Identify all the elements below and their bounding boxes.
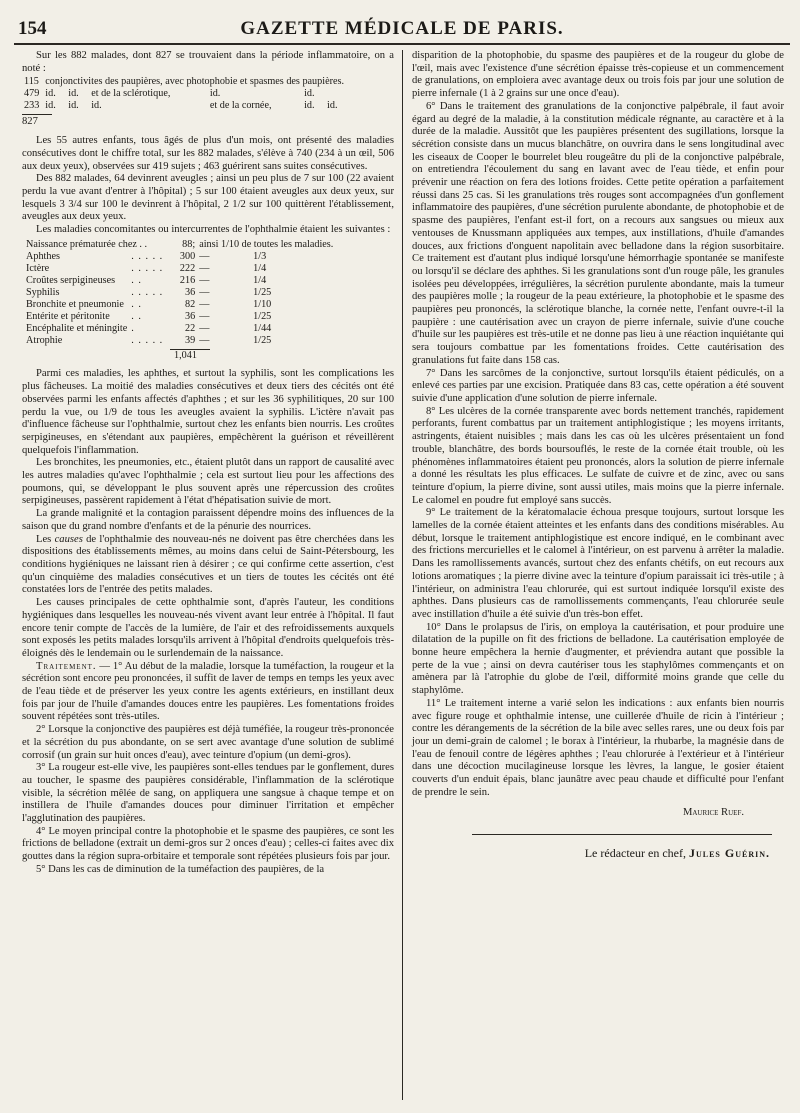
disease-label: Bronchite et pneumonie — [26, 298, 124, 310]
paragraph: 6° Dans le traitement des granulations de la conjonctive palpébrale, il faut avoir égard au degré de la maladie, à la constitution médicale régnante, au caractère et à la durée de la maladie. Aussitôt que les paupières présentent des sugillations, lorsque la sécrétion consiste dans un mucus blanchâtre, on ouvrira dans le sens longitudinal avec les ciseaux de Cooper le bourrelet bleu rougeâtre du pli de la conjonctive palpébrale, on entretiendra l'écoulement du sang en lavant avec de l'eau tiède, et enfin pour prévenir une réaction on fera des lotions froides. Cette petite opération a parfaitement réussi dans 25 cas. Si les granulations très rouges sont accompagnées d'un gonflement inflammatoire des paupières, d'une sécrétion purulente abondante, de photophobie et de spasme des paupières, l'enfant est-il fort, on a recours aux sangsues ou mieux aux ventouses de Knussmann appliquées aux tempes, aux instillations, d'huile d'amandes douces, aux frictions d'onguent napolitain avec belladone dans la région susorbitaire. Ce traitement est d'autant plus indiqué lorsqu'une hémorrhagie spontanée se manifeste ou lorsqu'il se déclare des aphthes. Si les granulations sont d'un rouge pâle, les granules isolées peu développées, irrégulières, la sécrétion purulente abondante, mais la tumeur des paupières molle ; la rougeur de la peau extérieure, la photophobie et le spasme des paupières peu prononcés, la sclérotique blanche, la cornée nette, l'enfant ouvre-t-il la paupière : une cautérisation avec un crayon de pierre infernale, suivie d'une couche d'huile sur les paupières est très-utile et ne donne pas lieu à une réaction inquiétante qui sera toujours combattue par les fomentations froides. Cette cautérisation des granulations fut faite dans 158 cas. — [412, 100, 784, 366]
table-row: Atrophie . . . . . 39 — 1/25 — [26, 335, 337, 347]
editor-rule — [472, 834, 772, 835]
diseases-total: 1,041 — [174, 349, 197, 361]
table-cell: conjonctivites des paupières, avec photophobie et spasmes des paupières. — [45, 76, 345, 88]
paragraph: Les bronchites, les pneumonies, etc., étaient plutôt dans un rapport de causalité avec les autres maladies qu'avec l'ophthalmie ; cela est surtout lieu pour les affections des poumons, qui, se développant le plus souvent après une répercussion des croûtes serpigineuses, passèrent rapidement à l'état d'hépatisation suivie de mort. — [22, 457, 394, 507]
disease-label: Aphthes — [26, 250, 60, 262]
disease-label: Croûtes serpigineuses — [26, 274, 116, 286]
disease-count: 36 — [185, 310, 196, 322]
disease-count: 39 — [185, 334, 196, 346]
journal-title: GAZETTE MÉDICALE DE PARIS. — [240, 18, 564, 39]
disease-dash: — — [199, 310, 210, 322]
author-signature: Maurice Ruef. — [682, 807, 744, 819]
disease-count: 300 — [179, 250, 196, 262]
paragraph: Les causes principales de cette ophthalmie sont, d'après l'auteur, les conditions hygiéniques dans lesquelles les nouveau-nés vivent avant leur entrée à l'hôpital. Il faut encore tenir compte de l'accès de la lumière, de l'air et des refroidissements auxquels sont exposés les petits malades lorsqu'ils arrivent à l'hôpital d'endroits quelquefois très-éloignés dès le lendemain ou le surlendemain de la naissance. — [22, 597, 394, 659]
table-row — [24, 88, 350, 100]
table-cell: id. — [91, 100, 102, 112]
disease-label: Encéphalite et méningite — [26, 322, 128, 334]
disease-ratio: 1/3 — [253, 250, 267, 262]
disease-label: Atrophie — [26, 334, 63, 346]
paragraph: Sur les 882 malades, dont 827 se trouvaient dans la période inflammatoire, on a noté : — [22, 50, 394, 74]
right-column — [412, 50, 784, 860]
table-cell: id. — [209, 88, 221, 100]
table-cell: id. — [68, 100, 79, 112]
table-row — [24, 76, 350, 88]
table-cell: et de la cornée, — [209, 100, 272, 112]
disease-count: 22 — [185, 322, 196, 334]
table-cell: id. — [45, 88, 56, 100]
paragraph: 10° Dans le prolapsus de l'iris, on employa la cautérisation, et pour produire une dilatation de la pupille on fit des frictions de belladone. La cautérisation employée de bonne heure empêchera la hernie d'augmenter, et préviendra autant que possible la perte de la vue ; ainsi on devra cautériser tous les staphylômes commençants et on amènera par là l'atrophie du globe de l'œil, difformité moins grande que celle du staphylôme. — [412, 621, 784, 697]
concomitant-diseases-table — [26, 239, 337, 347]
disease-count: 88; — [182, 238, 196, 250]
column-divider — [402, 50, 403, 1100]
table-cell: et de la sclérotique, — [91, 88, 171, 100]
table-cell: id. — [45, 100, 56, 112]
paragraph: 11° Le traitement interne a varié selon les indications : aux enfants bien nourris avec figure rouge et ophthalmie intense, une cuillerée d'huile de ricin à l'intérieur ; contre les dérangements de la sécrétion de la bile avec selles rares, une ou deux fois par jour un demi-grain de calomel ; le borax à l'intérieur, la rhubarbe, la magnésie dans de l'eau de fenouil contre de légères aphthes ; l'eau chlorurée à l'extérieur et à l'intérieur dans une décoction mucilagineuse lorsque les lèvres, la langue, le gosier étaient couverts d'un enduit épais, blanc jaunâtre avec peau chaude et difficulté pour l'enfant de prendre le sein. — [412, 697, 784, 798]
disease-ratio: 1/44 — [253, 322, 272, 334]
emphasis: causes — [54, 533, 83, 545]
disease-ratio: 1/25 — [253, 334, 272, 346]
header-rule — [14, 43, 790, 45]
text-run: de l'ophthalmie des nouveau-nés ne doivent pas être cherchées dans les dispositions des établissements mêmes, au moins dans celui de Saint-Pétersbourg, les conditions hygiéniques ne laissant rien à désirer ; ce qui confirme cette assertion, c'est qu'un cinquième des maladies consécutives et un tiers de toutes les cécités ont été constatées lors de l'entrée des petits malades. — [22, 533, 394, 596]
disease-dash: — — [199, 250, 210, 262]
disease-count: 222 — [179, 262, 196, 274]
editor-name: Jules Guérin. — [688, 846, 770, 861]
disease-ratio: 1/25 — [253, 310, 272, 322]
disease-dash: — — [199, 322, 210, 334]
table-row: Encéphalite et méningite . 22 — 1/44 — [26, 323, 337, 335]
paragraph: 2° Lorsque la conjonctive des paupières est déjà tuméfiée, la rougeur très-prononcée et la sécrétion du pus abondante, on se sert avec avantage d'une solution de sublimé corrosif (un grain sur huit onces d'eau), avec teinture d'opium (un demi-gros). — [22, 724, 394, 761]
disease-ratio: 1/4 — [253, 274, 267, 286]
table-cell: 479 — [24, 88, 40, 100]
table-cell: id. — [304, 100, 315, 112]
editor-prefix: Le rédacteur en chef, — [584, 846, 689, 861]
table-cell: id. — [68, 88, 79, 100]
disease-label: Entérite et péritonite — [26, 310, 110, 322]
paragraph: Les maladies concomitantes ou intercurrentes de l'ophthalmie étaient les suivantes : — [36, 224, 391, 236]
table-row: Bronchite et pneumonie . . 82 — 1/10 — [26, 299, 337, 311]
editor-line — [412, 847, 784, 860]
disease-ratio: 1/25 — [253, 286, 272, 298]
disease-dash: — — [199, 298, 210, 310]
page-header — [14, 16, 790, 46]
left-column — [22, 50, 394, 877]
table-row — [26, 239, 337, 251]
disease-dash: — — [199, 274, 210, 286]
table-row: Entérite et péritonite . . 36 — 1/25 — [26, 311, 337, 323]
paragraph: 3° La rougeur est-elle vive, les paupières sont-elles tendues par le gonflement, dures au toucher, le spasme des paupières considérable, l'inflammation de la sclérotique visible, la sécrétion mêlée de sang, on appliquera une sangsue à chaque tempe et on instillera de l'huile d'amandes douces pour diminuer l'irritation et empêcher l'agglutination des paupières. — [22, 762, 394, 825]
paragraph: 5° Dans les cas de diminution de la tuméfaction des paupières, de la — [36, 863, 325, 875]
disease-dash: — — [199, 262, 210, 274]
paragraph: 9° Le traitement de la kératomalacie échoua presque toujours, surtout lorsque les lamelles de la cornée étaient atteintes et les enfants dans des conditions misérables. Au début, lorsque le traitement antiphlogistique est encore indiqué, en le combinant avec des frictions mercurielles et le calomel à l'intérieur, on est parvenu à arrêter la maladie. Dans les ramollissements avancés, surtout chez des enfants chétifs, on eut recours aux lotions aromatiques ; la pierre divine avec la teinture d'opium paraissait ici très-utile ; à l'intérieur, on administra l'eau chlorurée, qui est surtout indiquée lorsqu'il existe des aphthes. Dans plusieurs cas de ramollissements commençants, l'eau chlorurée seule avec instillation d'huile a été suivie d'un très-bon effet. — [412, 507, 784, 620]
conjunctivitis-table — [24, 76, 350, 112]
table-row: Ictère . . . . . 222 — 1/4 — [26, 263, 337, 275]
table-row: Syphilis . . . . . 36 — 1/25 — [26, 287, 337, 299]
conjunctivitis-total: 827 — [22, 116, 38, 128]
paragraph: 4° Le moyen principal contre la photophobie et le spasme des paupières, ce sont les frictions de belladone (extrait un demi-gros sur 2 onces d'eau) ; celles-ci faites avec dix gouttes dans la région supra-orbitaire et temporale sont répétées plusieurs fois par jour. — [22, 825, 394, 863]
paragraph — [22, 661, 394, 725]
disease-label: Ictère — [26, 262, 50, 274]
paragraph: Des 882 malades, 64 devinrent aveugles ; ainsi un peu plus de 7 sur 100 (22 avaient perdu la vue avant d'entrer à l'hôpital) ; 5 sur 100 étaient aveugles aux deux yeux, sur lesquels 3 3/4 sur 100 le devinrent à l'hôpital, 2 1/2 sur 100 quittèrent l'établissement, aveugles aux deux yeux. — [22, 173, 394, 223]
table-row: Croûtes serpigineuses . . 216 — 1/4 — [26, 275, 337, 287]
paragraph: La grande malignité et la contagion paraissent dépendre moins des influences de la saison que du grand nombre d'enfants et de la pénurie des nourrices. — [22, 508, 394, 532]
paragraph: Parmi ces maladies, les aphthes, et surtout la syphilis, sont les complications les plus fâcheuses. La moitié des maladies consécutives et deux tiers des cécités ont été observées parmi les enfants affectés d'aphthes ; et sur les 36 syphilitiques, 20 sur 100 perdu la vue, ou 1/9 de tous les aveugles avaient la syphilis. L'ictère n'avait pas d'influence fâcheuse sur l'ophthalmie, surtout chez les enfants bien nourris. Les croûtes serpigineuses, en s'étendant aux paupières, empêchèrent la guérison et réveillèrent quelquefois l'inflammation. — [22, 368, 394, 456]
text-run: Les — [36, 533, 55, 545]
disease-label: Naissance prématurée chez . . — [26, 238, 148, 250]
disease-count: 36 — [185, 286, 196, 298]
disease-label: Syphilis — [26, 286, 60, 298]
table-row: Aphthes . . . . . 300 — 1/3 — [26, 251, 337, 263]
table-cell: id. — [327, 100, 338, 112]
table-cell: 115 — [24, 76, 39, 88]
paragraph — [22, 534, 394, 598]
table-cell: id. — [304, 88, 315, 100]
text-run: — 1° Au début de la maladie, lorsque la tuméfaction, la rougeur et la sécrétion sont encore peu prononcées, il suffit de laver de temps en temps les yeux avec de l'eau tiède et de préserver les yeux contre les agents extérieurs, en instillant deux fois par jour de l'huile d'amandes douces entre les paupières. Les fomentations froides souvent répétées sont très-utiles. — [22, 660, 394, 723]
paragraph: disparition de la photophobie, du spasme des paupières et de la rougeur du globe de l'œil, mais avec l'existence d'une sécrétion épaisse très-copieuse et un commencement de granulations, on emploiera avec avantage deux ou trois fois par jour une solution de pierre infernale (1 à 2 grains sur une once d'eau). — [412, 50, 784, 100]
section-heading: Traitement. — [36, 660, 97, 672]
disease-ratio: 1/10 — [253, 298, 272, 310]
disease-count: 216 — [179, 274, 196, 286]
table-cell: 233 — [24, 100, 40, 112]
paragraph: 7° Dans les sarcômes de la conjonctive, surtout lorsqu'ils étaient pédiculés, on a enlevé ces parties par une excision. Pratiquée dans 83 cas, cette opération a été souvent suivie d'une application d'une solution de pierre infernale. — [412, 367, 784, 404]
disease-ratio: ainsi 1/10 de toutes les maladies. — [199, 238, 334, 250]
disease-count: 82 — [185, 298, 196, 310]
disease-dash: — — [199, 334, 210, 346]
page-number: 154 — [18, 18, 47, 39]
paragraph: 8° Les ulcères de la cornée transparente avec bords nettement tranchés, rapidement perforants, furent combattus par un traitement antiphlogistique ; les moyens irritants, astringents, étaient nuisibles ; mais dans les cas où les ulcères présentaient un fond trouble, blanchâtre, des bords boursouflés, le reste de la cornée était trouble, où les phénomènes inflammatoires étaient peu prononcés, alors la solution de pierre infernale a donné les résultats les plus efficaces. Le sulfate de cuivre et de zinc, avec ou sans teinture d'opium, la pierre divine, sont aussi utiles, mais moins que la pierre infernale. Le calomel en poudre fut employé sans succès. — [412, 405, 784, 506]
paragraph: Les 55 autres enfants, tous âgés de plus d'un mois, ont présenté des maladies consécutives dont le chiffre total, sur les 882 malades, s'élève à 740 (234 à un œil, 506 aux deux yeux), observées sur 419 sujets ; 463 guérirent sans suites consécutives. — [22, 135, 394, 172]
disease-ratio: 1/4 — [253, 262, 267, 274]
sum-rule — [22, 114, 52, 115]
disease-dash: — — [199, 286, 210, 298]
table-row — [24, 100, 350, 112]
